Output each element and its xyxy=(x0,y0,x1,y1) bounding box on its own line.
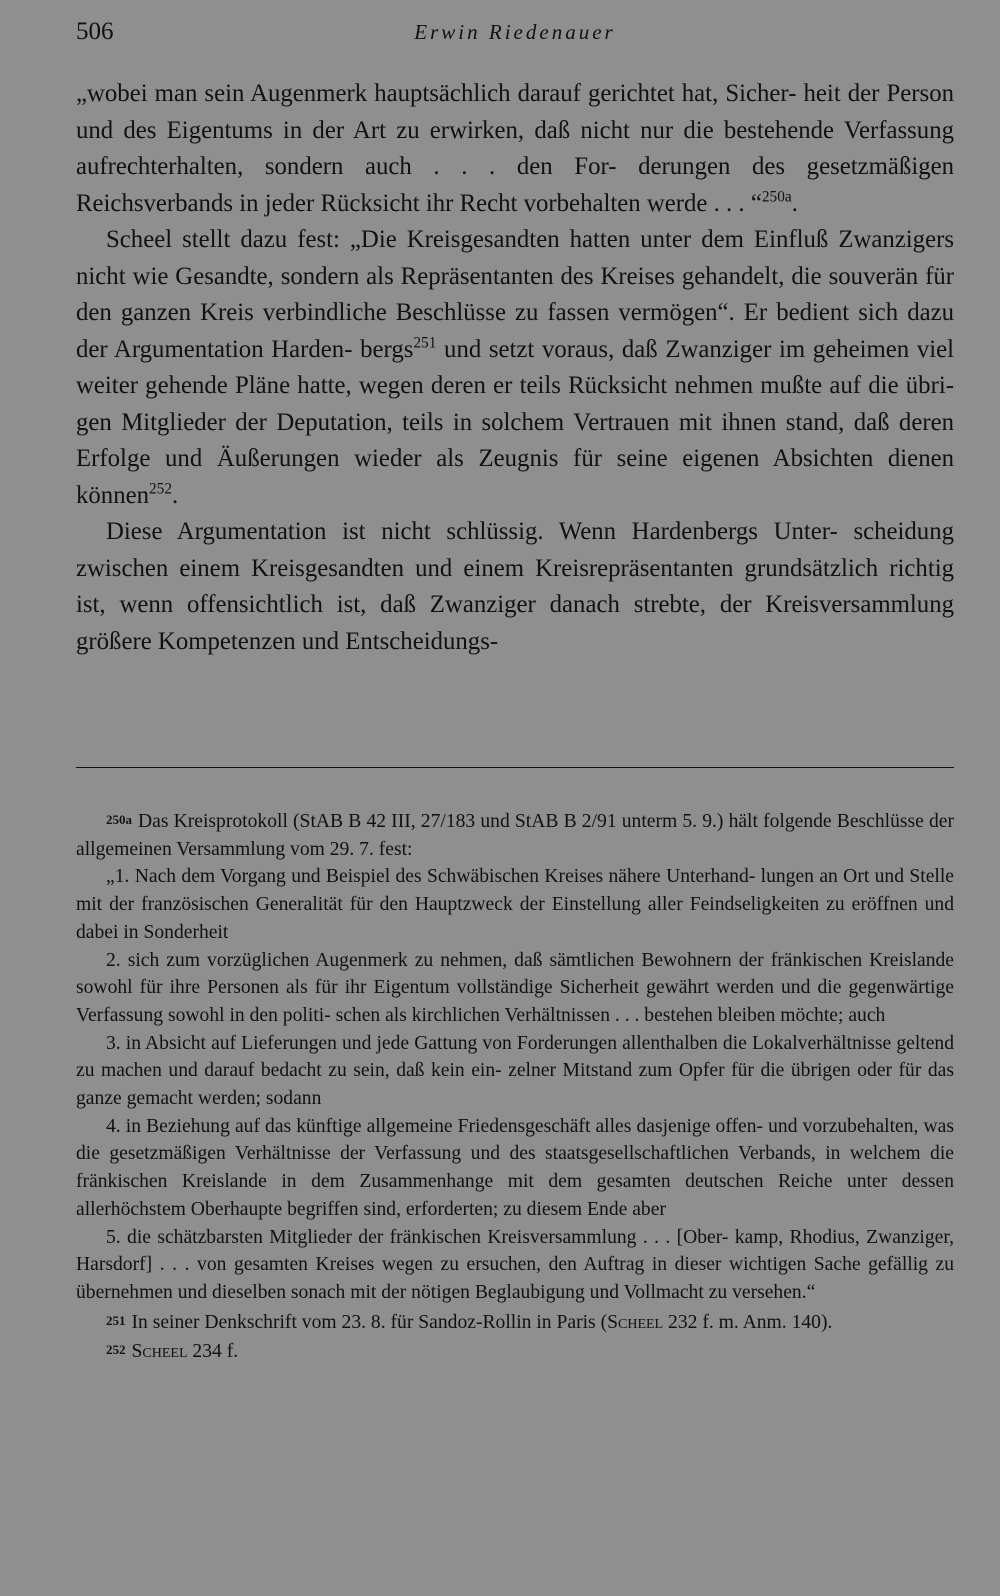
footnote-ref-252: 252 xyxy=(149,480,173,498)
paragraph-1-line: „wobei man sein Augenmerk hauptsächlich darauf gerichtet hat, Sicher- xyxy=(76,80,797,107)
footnote-mark: 251 xyxy=(106,1312,126,1328)
paragraph-2-part-1: Scheel stellt dazu fest: „Die Kreisgesandten hatten unter dem Einfluß Zwanzigers nicht wie Gesandte, sondern als Repräsentanten des Kreises gehandelt, die souverän für den ganzen Kreis verbindliche Beschlüsse zu fassen vermögen“. Er bedient sich dazu der Argumentation Harden- bergs xyxy=(76,226,954,363)
footnote-mark: 250a xyxy=(106,812,132,827)
page-number: 506 xyxy=(76,18,114,45)
footnote-250a-item-2: 2. sich zum vorzüglichen Augenmerk zu nehmen, daß sämtlichen Bewohnern der fränkischen Kreislande sowohl für ihre Personen als für ihr Eigentum vollständige Sicherheit gewährt werden und die gegenwärtige Verfassung sowohl in den politi- schen als kirchlichen Verhältnissen . . . bestehen bleiben möchte; auch xyxy=(76,949,954,1026)
author-small-caps: Scheel xyxy=(607,1311,664,1333)
running-head: Erwin Riedenauer xyxy=(414,20,616,44)
body-text xyxy=(76,76,954,660)
footnote-250a-item-1: „1. Nach dem Vorgang und Beispiel des Schwäbischen Kreises nähere Unterhand- lungen an Ort und Stelle mit der französischen Generalität für den Hauptzweck der Einstellung aller Feindseligkeiten zu eröffnen und dabei in Sonderheit xyxy=(76,866,954,943)
paragraph-2-part-2: und setzt voraus, daß Zwanziger im geheimen viel weiter gehende Pläne hatte, wegen deren er teils Rücksicht nehmen mußte auf die übri- gen Mitglieder der Deputation, teils in solchem Vertrauen mit ihnen stand, daß deren Erfolge und Äußerungen wieder als Zeugnis für seine eigenen Absichten dienen können xyxy=(76,335,954,509)
paragraph-1-end: . xyxy=(791,189,798,217)
paragraph-3: Diese Argumentation ist nicht schlüssig. Wenn Hardenbergs Unter- scheidung zwischen einem Kreisgesandten und einem Kreisrepräsentanten grundsätzlich richtig ist, wenn offensichtlich ist, daß Zwanziger danach strebte, der Kreisversammlung größere Kompetenzen und Entscheidungs- xyxy=(76,518,954,655)
paragraph-1 xyxy=(76,76,954,222)
footnote-text: 232 f. m. Anm. 140). xyxy=(663,1311,833,1333)
page-header xyxy=(76,18,954,52)
footnote-250a-item-4: 4. in Beziehung auf das künftige allgemeine Friedensgeschäft alles dasjenige offen- und vorzubehalten, was die gesetzmäßigen Verhältnisse der Verfassung und des staatsgesellschaftlichen Verbands, in welchem die fränkischen Kreislande in dem Zusammenhange mit dem gesamten deutschen Reiche unter dessen allerhöchstem Oberhaupte begriffen sind, erforderten; zu diesem Ende aber xyxy=(76,1115,954,1220)
footnotes xyxy=(76,806,954,1366)
paragraph-1-line: heit der Person und des Eigentums in der Art zu erwirken, daß nicht nur xyxy=(76,80,955,144)
footnote-ref-251: 251 xyxy=(413,334,437,352)
footnote-text: 234 f. xyxy=(187,1341,239,1363)
footnote-250a-item-3: 3. in Absicht auf Lieferungen und jede Gattung von Forderungen allenthalben die Lokalverhältnisse geltend zu machen und darauf bedacht zu sein, daß kein ein- zelner Mitstand zum Opfer für die übrigen oder für das ganze gemacht werden; sodann xyxy=(76,1032,954,1110)
footnote-250a xyxy=(76,806,954,863)
paragraph-2 xyxy=(76,222,954,514)
paragraph-1-line: vorbehalten werde . . . “ xyxy=(523,189,762,217)
footnote-text: In seiner Denkschrift vom 23. 8. für Sandoz-Rollin in Paris ( xyxy=(131,1311,608,1333)
paragraph-1-line: derungen des gesetzmäßigen Reichsverbands in jeder Rücksicht ihr Recht xyxy=(76,153,955,217)
footnote-text: Das Kreisprotokoll (StAB B 42 III, 27/183 und StAB B 2/91 unterm 5. 9.) hält folgende Beschlüsse der allgemeinen Versammlung vom 29. 7. fest: xyxy=(76,811,954,860)
footnote-ref-250a: 250a xyxy=(761,188,792,206)
footnote-252 xyxy=(76,1336,954,1366)
footnote-separator xyxy=(76,767,954,768)
footnote-250a-item-5: 5. die schätzbarsten Mitglieder der fränkischen Kreisversammlung . . . [Ober- kamp, Rhodius, Zwanziger, Harsdorf] . . . von gesamten Kreises wegen zu ersuchen, den Auftrag in dieser wichtigen Sache gefällig zu übernehmen und dieselben sonach mit der nötigen Beglaubigung und Vollmacht zu versehen.“ xyxy=(76,1226,954,1303)
footnote-251 xyxy=(76,1307,954,1337)
footnote-mark: 252 xyxy=(106,1342,126,1358)
paragraph-1-line: die bestehende Verfassung aufrechterhalten, sondern auch . . . den For- xyxy=(76,116,955,180)
author-small-caps: Scheel xyxy=(131,1341,188,1363)
paragraph-2-end: . xyxy=(172,481,179,509)
